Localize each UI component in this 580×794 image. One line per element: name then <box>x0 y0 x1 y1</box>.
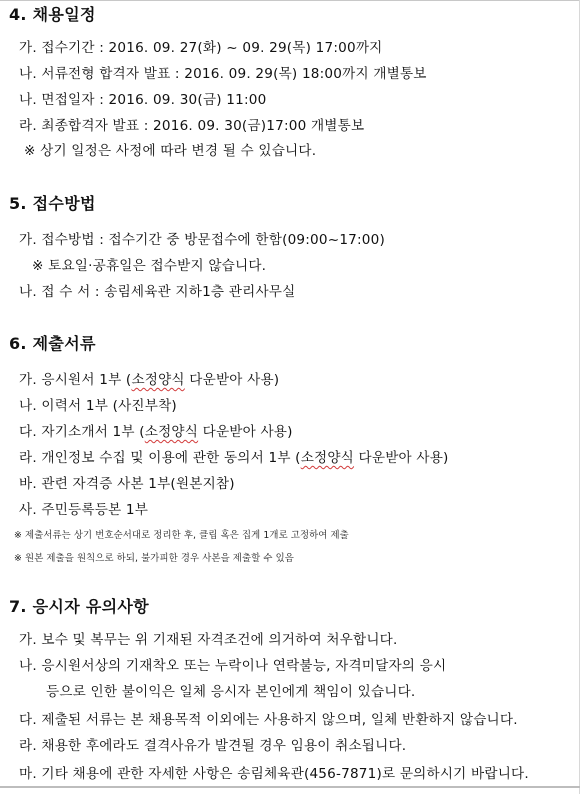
notice-item-contact: 마. 기타 채용에 관한 자세한 사항은 송림체육관(456-7871)로 문의하시기 바랍니다. <box>19 766 529 782</box>
spellcheck-marked-word: 소정양식 <box>300 450 355 466</box>
page-top-border <box>0 0 580 1</box>
document-item-self-intro <box>19 420 293 440</box>
document-item-privacy-consent <box>19 446 449 466</box>
document-item-application <box>19 368 279 388</box>
section-heading-schedule: 4. 채용일정 <box>9 5 96 24</box>
document-item-resume: 나. 이력서 1부 (사진부착) <box>19 398 177 414</box>
notice-item-documents-use: 다. 제출된 서류는 본 채용목적 이외에는 사용하지 않으며, 일체 반환하지 않습니다. <box>19 712 518 728</box>
document-item-text: 가. 응시원서 1부 ( <box>19 372 132 388</box>
section-heading-documents: 6. 제출서류 <box>9 334 96 353</box>
document-item-certificate: 바. 관련 자격증 사본 1부(원본지참) <box>19 476 235 492</box>
notice-item-errors: 나. 응시원서상의 기재착오 또는 누락이나 연락불능, 자격미달자의 응시 <box>19 658 447 674</box>
documents-note-original: ※ 원본 제출을 원칙으로 하되, 불가피한 경우 사본을 제출할 수 있음 <box>14 553 294 564</box>
method-item-visit: 가. 접수방법 : 접수기간 중 방문접수에 한함(09:00~17:00) <box>19 232 386 248</box>
schedule-item-document-result: 나. 서류전형 합격자 발표 : 2016. 09. 29(목) 18:00까지 개별통보 <box>19 66 427 82</box>
schedule-item-interview: 나. 면접일자 : 2016. 09. 30(금) 11:00 <box>19 92 267 108</box>
notice-item-cancellation: 라. 채용한 후에라도 결격사유가 발견될 경우 임용이 취소됩니다. <box>19 738 407 754</box>
schedule-note: ※ 상기 일정은 사정에 따라 변경 될 수 있습니다. <box>24 143 317 159</box>
section-heading-notices: 7. 응시자 유의사항 <box>9 597 149 616</box>
notice-item-errors-continued: 등으로 인한 불이익은 일체 응시자 본인에게 책임이 있습니다. <box>46 684 416 700</box>
schedule-item-final-result: 라. 최종합격자 발표 : 2016. 09. 30(금)17:00 개별통보 <box>19 118 365 134</box>
section-heading-method: 5. 접수방법 <box>9 194 96 213</box>
schedule-item-period: 가. 접수기간 : 2016. 09. 27(화) ~ 09. 29(목) 17:00까지 <box>19 40 383 56</box>
spellcheck-marked-word: 소정양식 <box>144 424 199 440</box>
notice-item-pay: 가. 보수 및 복무는 위 기재된 자격조건에 의거하여 처우합니다. <box>19 632 398 648</box>
document-item-text: 다. 자기소개서 1부 ( <box>19 424 145 440</box>
spellcheck-marked-word: 소정양식 <box>131 372 185 388</box>
document-item-text: 다운받아 사용) <box>354 450 449 466</box>
document-item-resident-register: 사. 주민등록등본 1부 <box>19 502 149 518</box>
page-bottom-border <box>0 786 580 788</box>
document-item-text: 라. 개인정보 수집 및 이용에 관한 동의서 1부 ( <box>19 450 301 466</box>
document-item-text: 다운받아 사용) <box>184 372 280 388</box>
document-item-text: 다운받아 사용) <box>198 424 293 440</box>
method-item-location: 나. 접 수 서 : 송림세육관 지하1층 관리사무실 <box>19 284 296 300</box>
method-note-weekend: ※ 토요일·공휴일은 접수받지 않습니다. <box>32 258 267 274</box>
documents-note-order: ※ 제출서류는 상기 번호순서대로 정리한 후, 클립 혹은 집게 1개로 고정하여 제출 <box>14 530 349 541</box>
